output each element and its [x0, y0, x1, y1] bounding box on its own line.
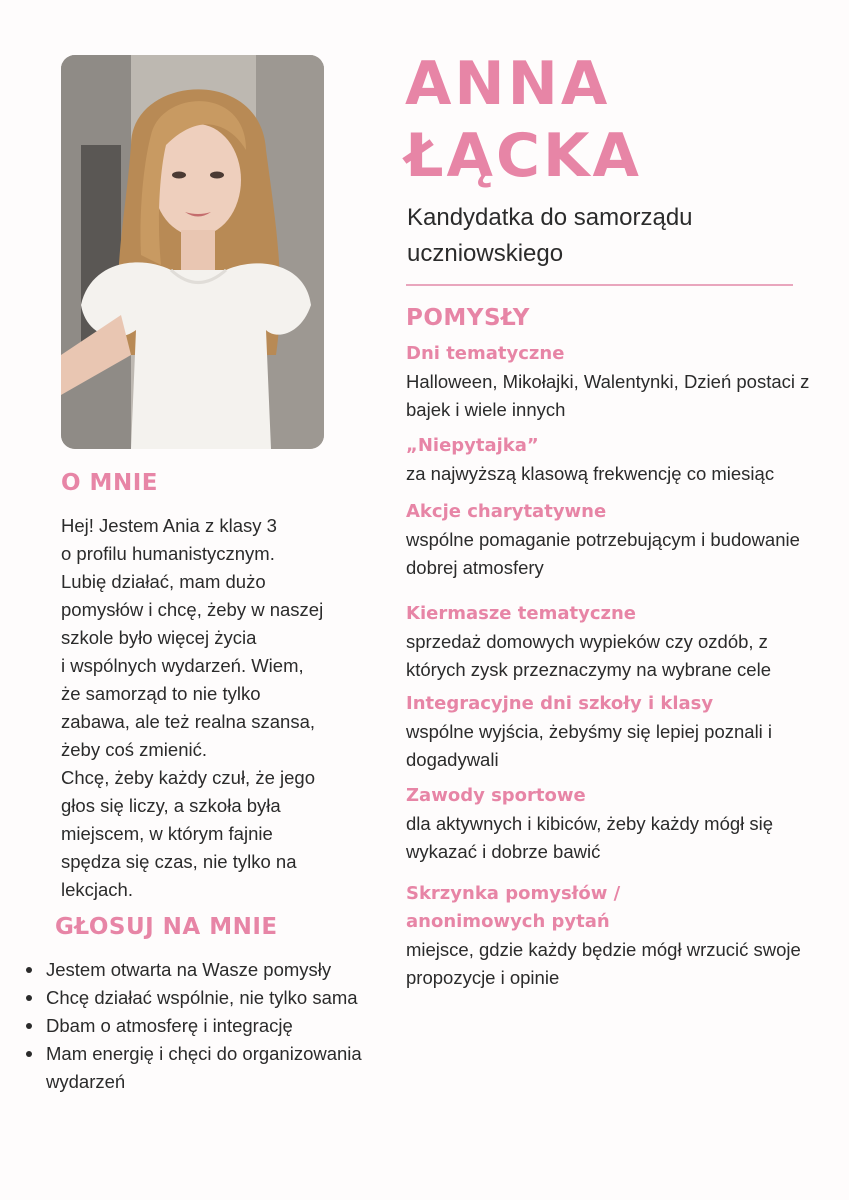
name-first: ANNA — [405, 49, 611, 119]
candidate-subtitle: Kandydatka do samorządu uczniowskiego — [407, 204, 693, 267]
portrait-illustration — [61, 55, 324, 449]
idea-item — [406, 340, 826, 424]
idea-title: „Niepytajka” — [406, 435, 539, 456]
idea-item — [406, 880, 676, 936]
idea-title: Zawody sportowe — [406, 785, 586, 806]
about-heading: O MNIE — [61, 470, 158, 496]
list-item: Mam energię i chęci do organizowania wydarzeń — [46, 1040, 418, 1096]
list-item: Dbam o atmosferę i integrację — [46, 1012, 418, 1040]
idea-item — [406, 432, 826, 488]
idea-text: wspólne wyjścia, żebyśmy się lepiej poznali i dogadywali — [406, 721, 773, 770]
vote-list — [22, 956, 418, 1096]
idea-title: Akcje charytatywne — [406, 501, 607, 522]
idea-text: miejsce, gdzie każdy będzie mógł wrzucić swoje propozycje i opinie — [406, 939, 801, 988]
candidate-name — [405, 48, 642, 192]
idea-title: Dni tematyczne — [406, 343, 565, 364]
idea-item-text — [406, 936, 826, 992]
vote-heading: GŁOSUJ NA MNIE — [55, 914, 278, 940]
list-item: Chcę działać wspólnie, nie tylko sama — [46, 984, 418, 1012]
list-item: Jestem otwarta na Wasze pomysły — [46, 956, 418, 984]
ideas-heading: POMYSŁY — [406, 305, 530, 331]
ideas-list — [406, 340, 826, 992]
idea-item — [406, 600, 826, 684]
idea-title: Integracyjne dni szkoły i klasy — [406, 693, 714, 714]
idea-item — [406, 782, 826, 866]
idea-text: sprzedaż domowych wypieków czy ozdób, z których zysk przeznaczymy na wybrane cele — [406, 631, 771, 680]
idea-item — [406, 498, 826, 582]
idea-title: Kiermasze tematyczne — [406, 603, 636, 624]
header-divider — [406, 284, 793, 286]
idea-text: dla aktywnych i kibiców, żeby każdy mógł się wykazać i dobrze bawić — [406, 813, 774, 862]
idea-text: Halloween, Mikołajki, Walentynki, Dzień postaci z bajek i wiele innych — [406, 371, 810, 420]
idea-text: za najwyższą klasową frekwencję co miesiąc — [406, 463, 775, 484]
idea-text: wspólne pomaganie potrzebującym i budowanie dobrej atmosfery — [406, 529, 800, 578]
idea-title: Skrzynka pomysłów / anonimowych pytań — [406, 883, 621, 932]
name-last: ŁĄCKA — [405, 121, 642, 191]
idea-item — [406, 690, 826, 774]
candidate-photo — [61, 55, 324, 449]
about-text: Hej! Jestem Ania z klasy 3 o profilu humanistycznym. Lubię działać, mam dużo pomysłów i chcę, żeby w naszej szkole było więcej życia i wspólnych wydarzeń. Wiem, że samorząd to nie tylko zabawa, ale też realna szansa, żeby coś zmienić. Chcę, żeby każdy czuł, że jego głos się liczy, a szkoła była miejscem, w którym fajnie spędza się czas, nie tylko na lekcjach. — [61, 515, 324, 900]
